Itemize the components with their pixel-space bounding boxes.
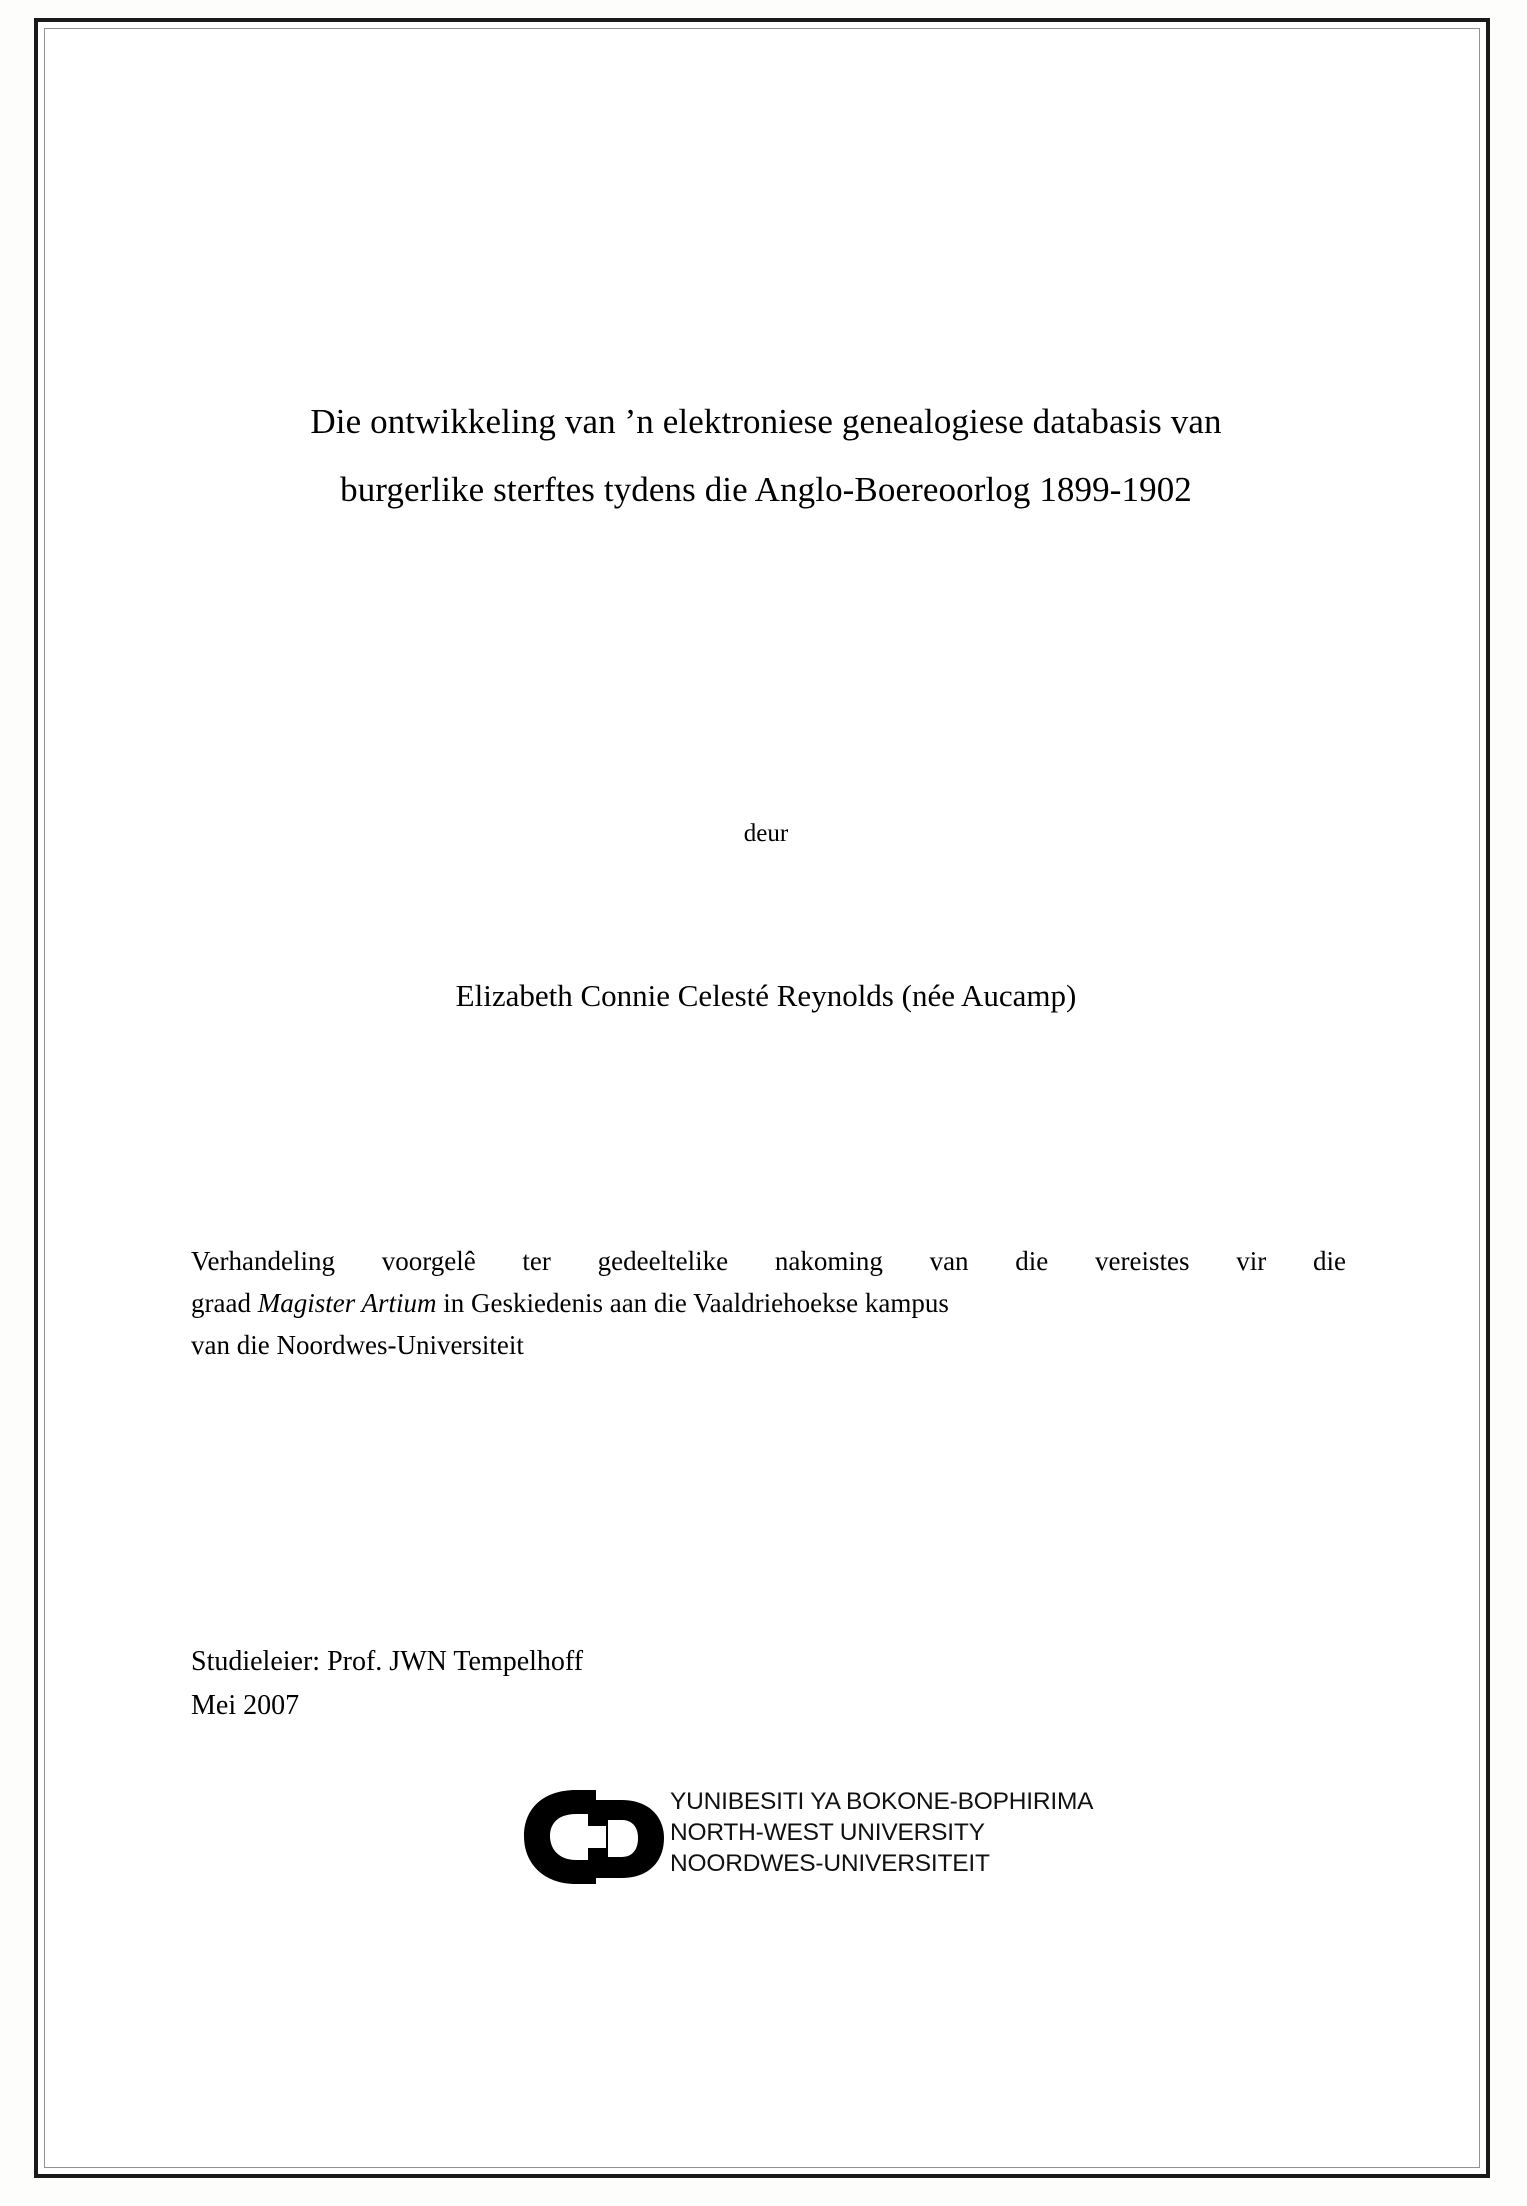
supervisor-block: [191, 1640, 1091, 1728]
by-label: deur: [743, 820, 789, 847]
author-name: Elizabeth Connie Celesté Reynolds (née Aucamp): [455, 978, 1077, 1013]
nwu-logo-icon: [518, 1786, 678, 1890]
logo-text-block: [670, 1786, 1093, 1879]
degree-statement-line-1: Verhandeling voorgelê ter gedeeltelike nakoming van die vereistes vir die: [191, 1246, 1346, 1276]
university-logo: [486, 1780, 1186, 1900]
date-line: Mei 2007: [191, 1690, 300, 1721]
degree-statement-line-3: van die Noordwes-Universiteit: [191, 1330, 524, 1360]
page-title: [186, 388, 1346, 524]
logo-text-line-2: NORTH-WEST UNIVERSITY: [670, 1819, 985, 1846]
title-page-content: [186, 18, 1346, 2178]
supervisor-line: Studieleier: Prof. JWN Tempelhoff: [191, 1646, 584, 1677]
degree-name-italic: Magister Artium: [257, 1288, 437, 1318]
degree-statement-line-2-pre: graad: [191, 1288, 258, 1318]
degree-statement-line-2: [191, 1282, 1346, 1324]
logo-text-line-1: YUNIBESITI YA BOKONE-BOPHIRIMA: [670, 1788, 1094, 1815]
title-line-1: Die ontwikkeling van ’n elektroniese genealogiese databasis van: [310, 402, 1222, 441]
logo-text-line-3: NOORDWES-UNIVERSITEIT: [670, 1850, 990, 1877]
degree-statement-line-2-post: in Geskiedenis aan die Vaaldriehoekse kampus: [436, 1288, 949, 1318]
degree-statement: [191, 1240, 1346, 1366]
title-line-2: burgerlike sterftes tydens die Anglo-Boereoorlog 1899-1902: [340, 470, 1192, 509]
